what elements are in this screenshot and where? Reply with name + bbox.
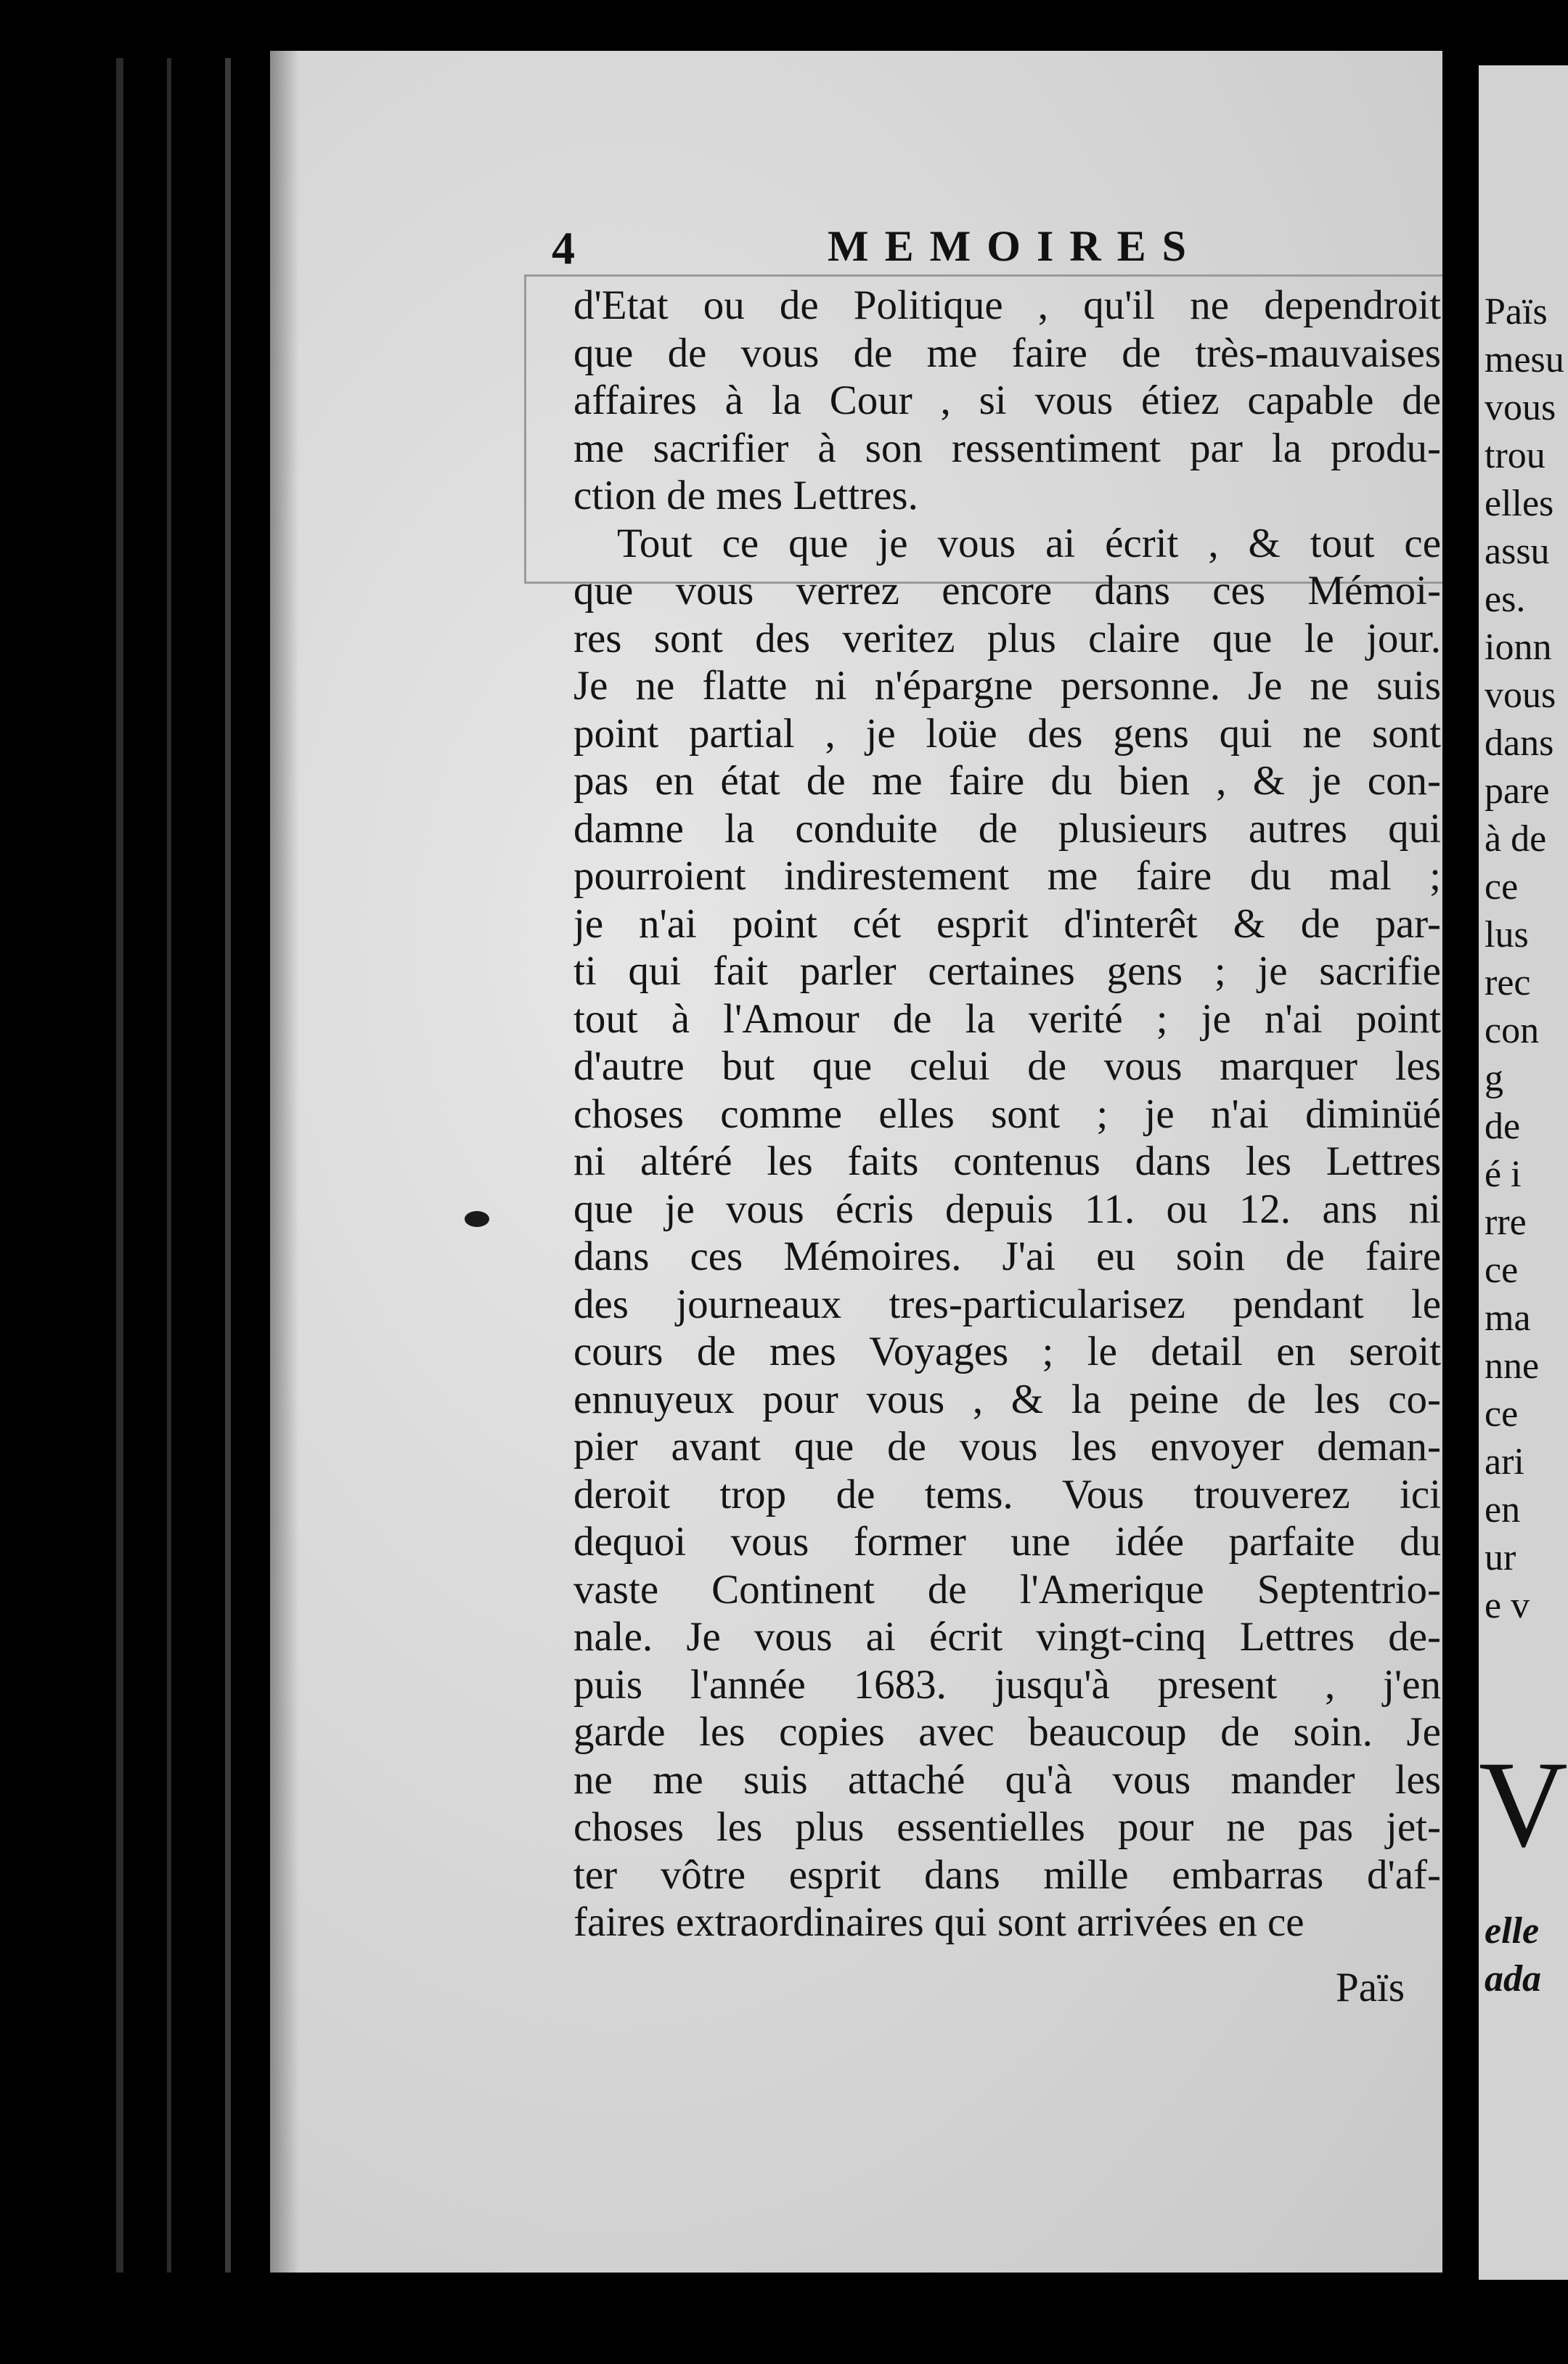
text-line: vaste Continent de l'Amerique Septentrio-: [573, 1566, 1441, 1613]
ink-blot: [465, 1211, 489, 1227]
page-number: 4: [552, 222, 575, 274]
book-spine: [1442, 65, 1479, 2280]
facing-line: elles: [1485, 483, 1554, 524]
facing-line: é i: [1485, 1154, 1522, 1195]
text-line: ennuyeux pour vous , & la peine de les co-: [573, 1376, 1441, 1422]
text-line: Tout ce que je vous ai écrit , & tout ce: [617, 520, 1441, 566]
text-line: ti qui fait parler certaines gens ; je sacrifie: [573, 948, 1441, 994]
facing-line: à de: [1485, 818, 1547, 860]
facing-italic-line: elle: [1485, 1910, 1540, 1952]
gutter-line: [225, 58, 231, 2273]
facing-line: ce: [1485, 1393, 1519, 1435]
text-line: nale. Je vous ai écrit vingt-cinq Lettres de-: [573, 1614, 1441, 1660]
text-line: que de vous de me faire de très-mauvaises: [573, 330, 1441, 376]
facing-line: rec: [1485, 962, 1531, 1003]
text-line: affaires à la Cour , si vous étiez capable de: [573, 378, 1441, 423]
text-line: d'autre but que celui de vous marquer les: [573, 1043, 1441, 1089]
text-line: dans ces Mémoires. J'ai eu soin de faire: [573, 1234, 1441, 1279]
text-line: ter vôtre esprit dans mille embarras d'af-: [573, 1851, 1441, 1898]
running-head: [552, 221, 1437, 287]
page-edge-shadow: [270, 51, 299, 2273]
catchword: Païs: [1336, 1965, 1405, 2010]
text-line: ction de mes Lettres.: [573, 473, 918, 518]
text-line: des journeaux tres-particularisez pendant le: [573, 1281, 1441, 1327]
text-line: ni altéré les faits contenus dans les Lettres: [573, 1138, 1441, 1184]
text-line: cours de mes Voyages ; le detail en seroit: [573, 1329, 1441, 1374]
facing-line: vous: [1485, 674, 1556, 716]
facing-line: Païs: [1485, 291, 1548, 333]
text-line: que vous verrez encore dans ces Mémoi-: [573, 568, 1441, 614]
facing-line: e v: [1485, 1585, 1530, 1626]
text-line: pas en état de me faire du bien , & je con-: [573, 758, 1441, 804]
facing-line: nne: [1485, 1345, 1540, 1387]
text-line: point partial , je loüe des gens qui ne sont: [573, 710, 1441, 757]
facing-line: ce: [1485, 866, 1519, 908]
facing-italic-line: ada: [1485, 1958, 1541, 2000]
facing-line: pare: [1485, 770, 1550, 812]
text-line: garde les copies avec beaucoup de soin. Je: [573, 1709, 1441, 1755]
text-line: pourroient indirestement me faire du mal ;: [573, 853, 1441, 899]
text-line: damne la conduite de plusieurs autres qui: [573, 805, 1441, 852]
text-line: me sacrifier à son ressentiment par la produ-: [573, 425, 1441, 471]
text-line: pier avant que de vous les envoyer deman-: [573, 1424, 1441, 1470]
facing-line: ce: [1485, 1250, 1519, 1291]
text-line: puis l'année 1683. jusqu'à present , j'en: [573, 1661, 1441, 1708]
text-line: choses les plus essentielles pour ne pas jet-: [573, 1804, 1441, 1850]
text-line: d'Etat ou de Politique , qu'il ne dependroit: [573, 282, 1441, 328]
running-title: MEMOIRES: [828, 222, 1203, 270]
facing-line: lus: [1485, 914, 1529, 955]
facing-drop-letter: V: [1479, 1736, 1568, 1872]
text-line: Je ne flatte ni n'épargne personne. Je ne suis: [573, 663, 1441, 709]
text-line: deroit trop de tems. Vous trouverez ici: [573, 1471, 1441, 1517]
facing-line: assu: [1485, 531, 1550, 572]
facing-line: mesu: [1485, 339, 1564, 380]
text-line: ne me suis attaché qu'à vous mander les: [573, 1756, 1441, 1803]
facing-line: ionn: [1485, 627, 1552, 668]
facing-line: ari: [1485, 1441, 1524, 1483]
facing-line: en: [1485, 1489, 1521, 1531]
facing-page: [1479, 65, 1568, 2280]
text-line: choses comme elles sont ; je n'ai diminüé: [573, 1091, 1441, 1137]
facing-line: es.: [1485, 579, 1526, 620]
facing-line: dans: [1485, 722, 1554, 764]
facing-line: de: [1485, 1106, 1521, 1147]
facing-line: ur: [1485, 1537, 1516, 1578]
facing-line: ma: [1485, 1297, 1531, 1339]
facing-line: con: [1485, 1010, 1540, 1051]
gutter-line: [116, 58, 123, 2273]
facing-line: vous: [1485, 387, 1556, 428]
text-line: faires extraordinaires qui sont arrivées en ce: [573, 1899, 1304, 1945]
facing-line: rre: [1485, 1202, 1527, 1243]
text-line: dequoi vous former une idée parfaite du: [573, 1519, 1441, 1565]
text-line: je n'ai point cét esprit d'interêt & de par-: [573, 900, 1441, 947]
facing-line: g: [1485, 1058, 1503, 1099]
gutter-line: [167, 58, 171, 2273]
body-text: [573, 282, 1441, 1947]
text-line: res sont des veritez plus claire que le jour.: [573, 615, 1441, 661]
left-dark-margin: [0, 0, 261, 2364]
text-line: tout à l'Amour de la verité ; je n'ai point: [573, 995, 1441, 1042]
text-line: que je vous écris depuis 11. ou 12. ans ni: [573, 1186, 1441, 1232]
facing-line: trou: [1485, 435, 1545, 476]
